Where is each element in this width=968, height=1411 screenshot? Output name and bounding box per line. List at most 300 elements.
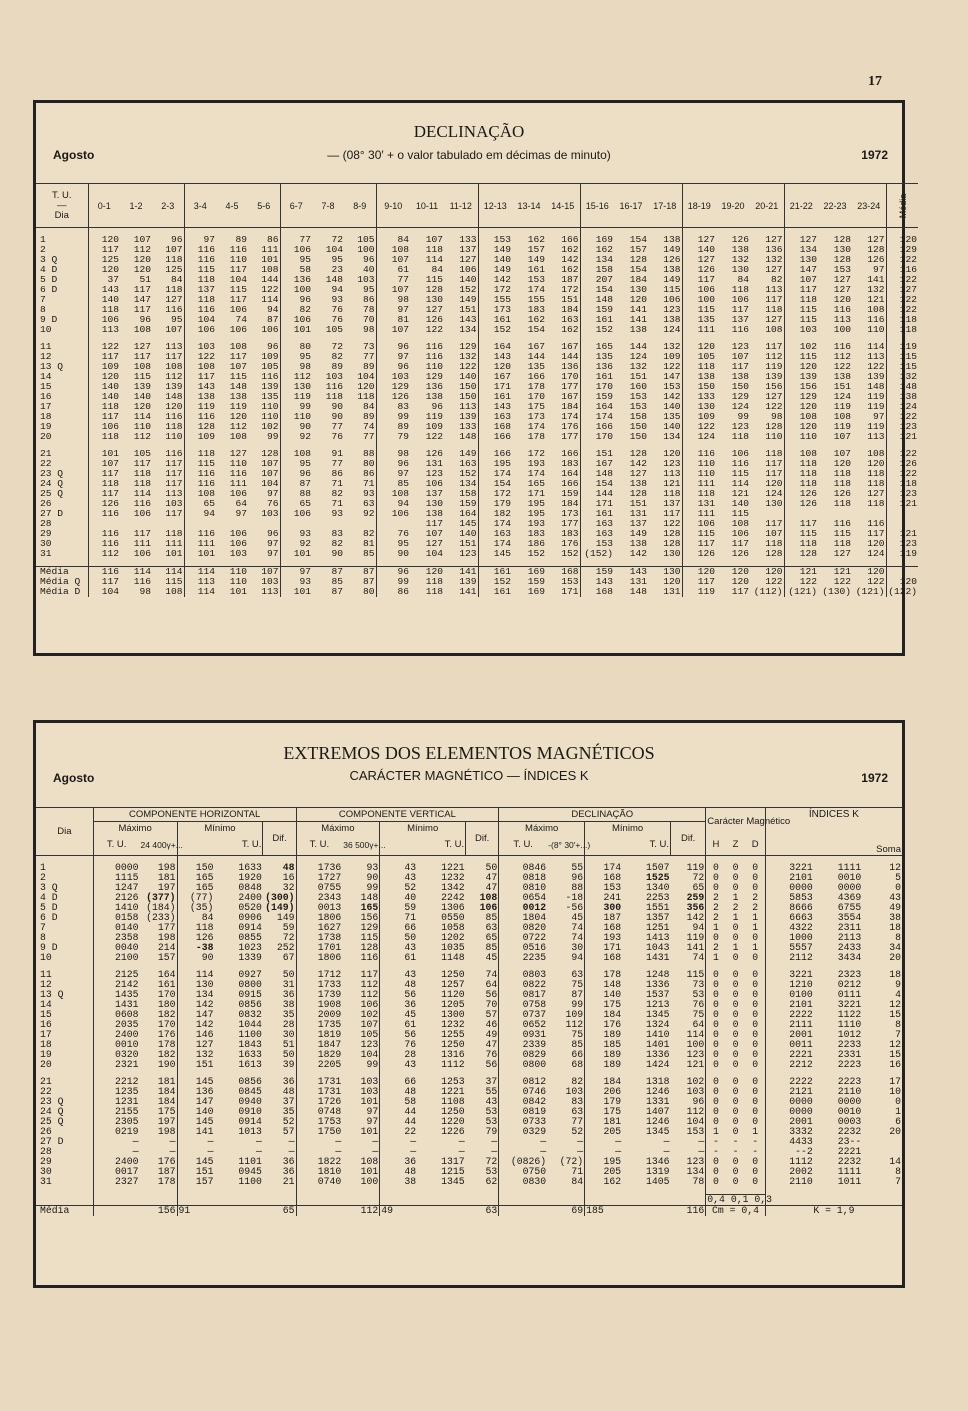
table-cell: 3221: [837, 999, 862, 1010]
table-cell: 0: [732, 1126, 739, 1137]
table-cell: 120: [165, 401, 183, 412]
table-cell: 1431: [646, 952, 670, 963]
table-cell: 0: [752, 1076, 759, 1087]
table-cell: —: [288, 1136, 295, 1147]
table-cell: 1231: [93, 1097, 139, 1107]
table-cell: 0010: [837, 872, 862, 883]
table-cell: 130: [784, 255, 818, 265]
table-cell: 90: [331, 411, 343, 422]
table-cell: 1306: [441, 902, 465, 913]
table-cell: 12: [889, 1039, 901, 1050]
row-label: 5 D: [40, 902, 58, 913]
table-cell: 100: [360, 1176, 379, 1187]
table-cell: 1401: [646, 1039, 670, 1050]
table-cell: 138: [229, 391, 247, 402]
table-cell: 79: [485, 1126, 498, 1137]
table-cell: 1346: [646, 1156, 670, 1167]
table-cell: 176: [561, 421, 579, 432]
table-cell: 120: [750, 567, 784, 578]
row-label: 29: [40, 1156, 52, 1167]
table-cell: 127: [765, 234, 783, 245]
table-cell: 117: [765, 468, 783, 479]
table-cell: 4: [895, 989, 901, 1000]
table-cell: 136: [765, 244, 783, 255]
table-cell: 148: [580, 469, 614, 479]
table-cell: 148: [629, 586, 647, 597]
table-cell: 165: [527, 478, 545, 489]
table-cell: 68: [571, 1059, 584, 1070]
table-cell: 108: [133, 361, 151, 372]
table-cell: 65: [692, 882, 705, 893]
table-cell: 122: [765, 576, 783, 587]
table-cell: 134: [580, 255, 614, 265]
table-cell: 2101: [765, 1000, 813, 1010]
table-cell: 161: [157, 979, 176, 990]
table-cell: 195: [478, 459, 512, 469]
table-cell: 116: [184, 469, 216, 479]
table-cell: 93: [280, 529, 312, 539]
table-cell: 115: [184, 265, 216, 275]
table-cell: 105: [357, 234, 375, 245]
table-cell: 106: [280, 245, 312, 255]
table-cell: 95: [362, 284, 375, 295]
table-cell: 150: [731, 381, 749, 392]
table-cell: 0740: [296, 1177, 342, 1187]
table-cell: 140: [88, 392, 120, 402]
table-cell: 1317: [441, 1156, 465, 1167]
decl-hour-header: 2-3: [152, 184, 184, 228]
table-cell: 115: [784, 352, 818, 362]
table-cell: 133: [682, 392, 716, 402]
table-cell: 0: [732, 932, 739, 943]
table-cell: 162: [527, 314, 545, 325]
table-cell: 112: [360, 989, 379, 1000]
table-cell: 108: [784, 449, 818, 459]
row-label: 24 Q: [40, 478, 64, 489]
table-cell: 84: [362, 401, 375, 412]
table-cell: —: [296, 1137, 342, 1147]
table-cell: —: [491, 1136, 498, 1147]
table-cell: 115: [731, 468, 749, 479]
table-cell: 2: [706, 943, 726, 953]
table-cell: 114: [261, 294, 279, 305]
table-cell: 148: [867, 381, 885, 392]
table-cell: 0: [706, 1097, 726, 1107]
table-cell: 0: [752, 1096, 759, 1107]
table-cell: 184: [561, 498, 579, 509]
table-cell: 107: [425, 234, 443, 245]
table-cell: 82: [571, 1076, 584, 1087]
row-label: 10: [40, 952, 52, 963]
table-cell: 1739: [296, 990, 342, 1000]
table-cell: 148: [585, 980, 622, 990]
table-cell: 143: [184, 382, 216, 392]
decl-media-header: [886, 184, 918, 228]
table-cell: 117: [133, 351, 151, 362]
table-cell: 1: [706, 953, 726, 963]
decl-hour-header: 15-16: [580, 184, 614, 228]
table-cell: 2205: [296, 1060, 342, 1070]
table-cell: 94: [266, 304, 279, 315]
table-cell: 119: [886, 549, 918, 559]
table-cell: 145: [459, 518, 477, 529]
table-cell: 128: [765, 421, 783, 432]
table-cell: 30: [571, 942, 584, 953]
table-cell: 2: [752, 892, 759, 903]
table-cell: 143: [614, 567, 648, 578]
table-cell: 48: [380, 980, 417, 990]
table-cell: 153: [833, 264, 851, 275]
table-cell: 176: [157, 1156, 176, 1167]
table-cell: 2327: [93, 1177, 139, 1187]
table-cell: 0832: [238, 1009, 262, 1020]
table-cell: 130: [280, 382, 312, 392]
ext-d-base: -(8° 30′+...): [547, 836, 584, 856]
table-cell: 103: [357, 274, 375, 285]
ext-header-indices: ÍNDICES K: [765, 808, 902, 822]
table-cell: 130: [663, 548, 681, 559]
table-cell: 2305: [93, 1117, 139, 1127]
table-cell: 115: [682, 529, 716, 539]
table-cell: 151: [833, 381, 851, 392]
table-cell: 126: [833, 488, 851, 499]
row-label: 28: [40, 518, 52, 529]
table-cell: 106: [280, 315, 312, 325]
table-cell: 140: [682, 245, 716, 255]
table-cell: 181: [585, 1117, 622, 1127]
table-cell: 114: [731, 478, 749, 489]
table-cell: 120: [663, 576, 681, 587]
table-cell: 1246: [646, 1086, 670, 1097]
table-cell: 23--: [837, 1136, 862, 1147]
table-cell: 175: [585, 1000, 622, 1010]
table-cell: 2331: [837, 1049, 862, 1060]
table-cell: 0: [706, 933, 726, 943]
decl-hour-header: 22-23: [818, 184, 852, 228]
table-cell: 64: [692, 1019, 705, 1030]
table-cell: 1345: [441, 1176, 465, 1187]
table-cell: 107: [731, 351, 749, 362]
decl-hour-header: 6-7: [280, 184, 312, 228]
table-cell: 149: [527, 254, 545, 265]
table-cell: 46: [485, 1019, 498, 1030]
table-cell: 131: [629, 576, 647, 587]
table-cell: 104: [88, 587, 120, 597]
table-cell: 122: [425, 431, 443, 442]
table-cell: 0: [706, 883, 726, 893]
row-label: 8: [40, 304, 46, 315]
table-cell: 111: [682, 325, 716, 335]
table-cell: 168: [585, 953, 622, 963]
table-cell: 117: [765, 341, 783, 352]
table-cell: 49: [889, 902, 901, 913]
table-cell: 184: [629, 274, 647, 285]
table-cell: 50: [282, 1049, 295, 1060]
table-cell: 88: [280, 489, 312, 499]
table-cell: 174: [527, 468, 545, 479]
table-cell: -: [752, 1136, 759, 1147]
row-label: 12: [40, 351, 52, 362]
table-cell: 1537: [646, 989, 670, 1000]
table-cell: 149: [459, 294, 477, 305]
table-cell: 121: [818, 567, 852, 578]
table-cell: 47: [485, 872, 498, 883]
table-cell: 23: [331, 264, 343, 275]
table-cell: 169: [580, 235, 614, 245]
table-cell: 4369: [837, 892, 862, 903]
table-cell: 110: [765, 431, 783, 442]
table-cell: 63: [362, 498, 375, 509]
table-cell: 3332: [765, 1127, 813, 1137]
table-cell: 142: [561, 254, 579, 265]
table-cell: 0516: [499, 943, 547, 953]
table-cell: 116: [425, 351, 443, 362]
table-cell: 96: [692, 1096, 705, 1107]
table-cell: 123: [663, 458, 681, 469]
decl-hour-header: 14-15: [546, 184, 580, 228]
table-cell: 0722: [499, 933, 547, 943]
row-label: 7: [40, 922, 46, 933]
table-cell: 89: [362, 361, 375, 372]
table-cell: 110: [229, 254, 247, 265]
table-cell: 143: [478, 352, 512, 362]
table-cell: 101: [360, 1166, 379, 1177]
row-label: 26: [40, 1126, 52, 1137]
ext-h-min: Mínimo: [177, 822, 263, 836]
table-cell: 30: [282, 1029, 295, 1040]
table-cell: 183: [561, 528, 579, 539]
table-cell: 1100: [238, 1176, 262, 1187]
ext-v-dif: Dif.: [466, 822, 499, 856]
table-cell: 0: [732, 969, 739, 980]
group-spacer: [36, 1187, 902, 1195]
table-cell: 1431: [93, 1000, 139, 1010]
table-cell: 47: [485, 1039, 498, 1050]
table-cell: 1804: [499, 913, 547, 923]
table-cell: 167: [527, 341, 545, 352]
table-cell: 152: [527, 548, 545, 559]
table-cell: 80: [280, 342, 312, 352]
table-cell: 112: [229, 421, 247, 432]
table-cell: 114: [120, 567, 152, 578]
table-cell: 214: [157, 942, 176, 953]
table-cell: 16: [889, 1059, 901, 1070]
table-cell: 153: [580, 539, 614, 549]
ext-header-comp-v: COMPONENTE VERTICAL: [296, 808, 499, 822]
table-cell: 77: [571, 1116, 584, 1127]
table-cell: 154: [527, 324, 545, 335]
table-cell: —: [698, 1146, 705, 1157]
table-cell: 121: [867, 294, 885, 305]
table-cell: 189: [585, 1030, 622, 1040]
table-cell: 76: [331, 314, 343, 325]
table-cell: 195: [527, 498, 545, 509]
table-cell: 122: [886, 295, 918, 305]
table-cell: 184: [585, 1010, 622, 1020]
table-cell: 137: [425, 488, 443, 499]
row-label: 30: [40, 538, 52, 549]
table-cell: 50: [380, 933, 417, 943]
table-cell: —: [663, 1136, 670, 1147]
table-cell: 127: [886, 285, 918, 295]
table-cell: 64: [485, 979, 498, 990]
decl-hour-header: 20-21: [750, 184, 784, 228]
table-cell: 107: [784, 275, 818, 285]
table-cell: 176: [585, 1020, 622, 1030]
table-cell: 149: [276, 912, 295, 923]
row-label: 22: [40, 458, 52, 469]
table-cell: 120: [88, 265, 120, 275]
table-cell: 205: [585, 1127, 622, 1137]
media-h-dif: 65: [263, 1206, 296, 1217]
table-cell: 15: [889, 1009, 901, 1020]
row-label: 1: [40, 234, 46, 245]
row-label: 23 Q: [40, 468, 64, 479]
table-cell: 106: [360, 999, 379, 1010]
extremos-table: [36, 807, 902, 1216]
extremos-month: Agosto: [53, 771, 95, 785]
table-cell: 162: [580, 245, 614, 255]
table-cell: 0550: [441, 912, 465, 923]
table-row: [36, 953, 902, 963]
table-cell: 116: [731, 324, 749, 335]
table-cell: 0: [752, 1176, 759, 1187]
table-cell: 2: [752, 902, 759, 913]
table-cell: 97: [266, 548, 279, 559]
table-cell: 117: [682, 577, 716, 587]
table-cell: 159: [580, 392, 614, 402]
table-cell: 116: [886, 265, 918, 275]
table-cell: 110: [133, 421, 151, 432]
table-cell: 108: [229, 431, 247, 442]
table-cell: 128: [663, 538, 681, 549]
decl-hour-header: 0-1: [88, 184, 120, 228]
table-cell: 1013: [238, 1126, 262, 1137]
row-label: 27 D: [40, 1136, 64, 1147]
table-cell: 127: [425, 538, 443, 549]
table-cell: 107: [261, 468, 279, 479]
table-cell: 71: [362, 478, 375, 489]
table-cell: 0: [706, 1177, 726, 1187]
table-cell: 128: [833, 254, 851, 265]
table-cell: 59: [380, 903, 417, 913]
table-cell: 77: [331, 421, 343, 432]
ext-d-min: Mínimo: [585, 822, 671, 836]
table-cell: 97: [366, 1106, 379, 1117]
table-cell: 148: [459, 431, 477, 442]
table-cell: (112): [753, 586, 783, 597]
table-cell: 1342: [441, 882, 465, 893]
table-cell: 1822: [296, 1157, 342, 1167]
row-label: 25 Q: [40, 1116, 64, 1127]
table-cell: 106: [229, 488, 247, 499]
table-cell: 0000: [765, 1097, 813, 1107]
table-row: [36, 432, 918, 442]
table-cell: 96: [139, 314, 151, 325]
table-cell: 96: [376, 459, 410, 469]
table-cell: 32: [282, 882, 295, 893]
table-cell: 116: [867, 314, 885, 325]
table-cell: 166: [478, 432, 512, 442]
table-cell: 126: [682, 549, 716, 559]
table-cell: 139: [165, 381, 183, 392]
table-cell: 174: [585, 863, 622, 873]
table-cell: 1319: [646, 1166, 670, 1177]
ext-h-min-tu: T. U.: [177, 836, 263, 856]
table-cell: 178: [157, 1039, 176, 1050]
table-cell: 4322: [765, 923, 813, 933]
table-cell: 174: [527, 421, 545, 432]
table-cell: 2400: [93, 1030, 139, 1040]
table-cell: 138: [629, 324, 647, 335]
table-cell: 3434: [837, 952, 862, 963]
decl-hour-header: 10-11: [410, 184, 444, 228]
table-cell: 53: [692, 989, 705, 1000]
table-cell: 167: [580, 459, 614, 469]
table-cell: 116: [184, 245, 216, 255]
table-cell: 104: [425, 548, 443, 559]
table-cell: 133: [459, 234, 477, 245]
table-cell: 117: [682, 539, 716, 549]
table-cell: 97: [184, 235, 216, 245]
table-cell: -: [706, 1147, 726, 1157]
row-label: 20: [40, 1059, 52, 1070]
table-cell: 118: [357, 391, 375, 402]
table-cell: 124: [886, 402, 918, 412]
table-cell: 1736: [296, 863, 342, 873]
table-cell: 47: [485, 882, 498, 893]
table-cell: 0: [752, 872, 759, 883]
table-cell: 1246: [646, 1116, 670, 1127]
table-cell: 1410: [646, 1029, 670, 1040]
table-cell: 1120: [441, 989, 465, 1000]
table-cell: 112: [133, 431, 151, 442]
ext-h-letter: H: [706, 836, 726, 856]
table-cell: 117: [784, 285, 818, 295]
row-label: 4 D: [40, 892, 58, 903]
table-cell: 88: [362, 448, 375, 459]
table-cell: 77: [362, 431, 375, 442]
ext-v-max: Máximo: [296, 822, 380, 836]
table-cell: 36: [380, 1157, 417, 1167]
table-cell: 57: [485, 1009, 498, 1020]
table-cell: 57: [282, 1126, 295, 1137]
table-cell: 122: [886, 449, 918, 459]
table-cell: 120: [133, 401, 151, 412]
row-label: 11: [40, 969, 52, 980]
table-cell: 116: [88, 509, 120, 519]
table-cell: 99: [737, 411, 749, 422]
table-cell: 161: [580, 372, 614, 382]
table-cell: 177: [561, 381, 579, 392]
table-cell: 176: [157, 1029, 176, 1040]
table-cell: 48: [282, 1086, 295, 1097]
table-cell: 2339: [499, 1040, 547, 1050]
table-cell: 142: [663, 391, 681, 402]
table-cell: 107: [165, 244, 183, 255]
table-cell: 1731: [296, 1077, 342, 1087]
table-cell: 148: [580, 295, 614, 305]
table-cell: (121): [784, 587, 818, 597]
row-label: Média Q: [40, 576, 81, 587]
table-cell: 43: [889, 892, 901, 903]
table-cell: 141: [629, 314, 647, 325]
table-cell: 158: [459, 488, 477, 499]
table-cell: 119: [833, 421, 851, 432]
table-cell: 1753: [296, 1117, 342, 1127]
row-label: 17: [40, 401, 52, 412]
media-d-min: 185: [585, 1206, 671, 1217]
